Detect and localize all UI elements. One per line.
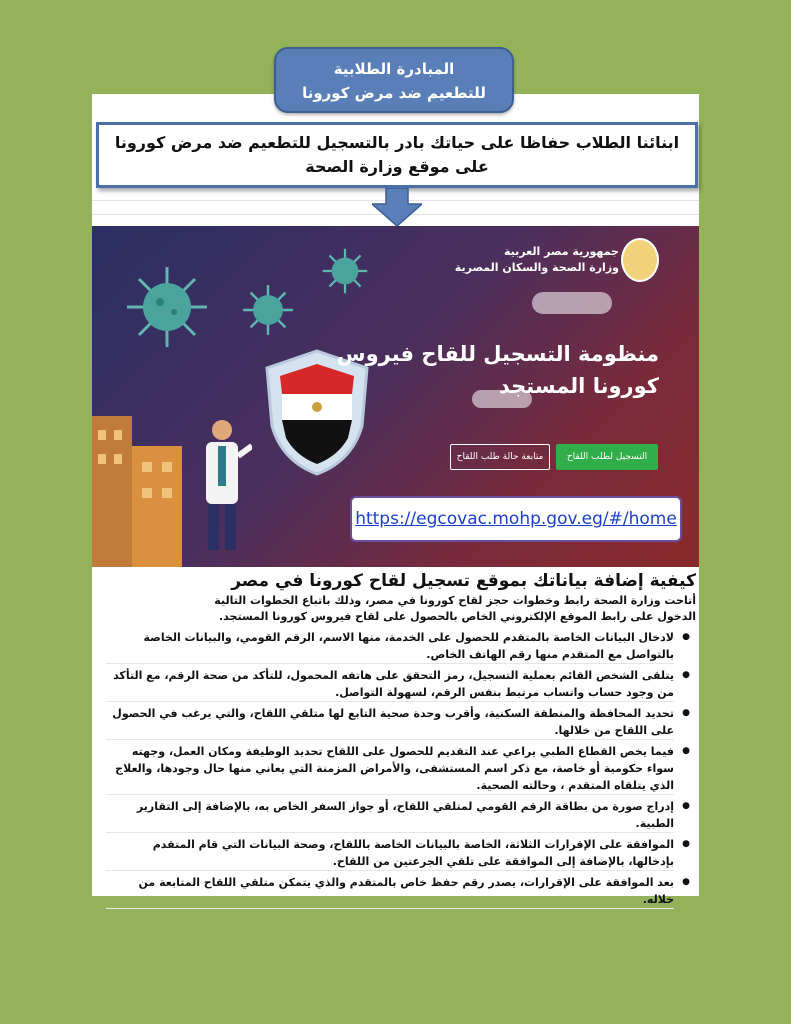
system-title-line-1: منظومة التسجيل للقاح فيروس [336, 342, 659, 366]
steps-list [96, 629, 696, 909]
list-item: ● تحديد المحافظة والمنطقة السكنية، وأقرب وحدة صحية التابع لها متلقي اللقاح، والتي يرغب في الحصول على اللقاح من خلالها. [106, 705, 674, 740]
hospital-building-illustration [92, 396, 182, 567]
badge-line-1: المبادرة الطلابية [333, 60, 455, 78]
headline-line-2: على موقع وزارة الصحة [305, 157, 489, 176]
article-intro-1: أتاحت وزارة الصحة رابط وخطوات حجز لقاح كورونا في مصر، وذلك باتباع الخطوات التالية [214, 594, 696, 607]
doctor-illustration [192, 416, 252, 556]
ministry-line-2: وزارة الصحة والسكان المصرية [454, 261, 619, 274]
ministry-logo [621, 238, 659, 282]
registration-url-box [350, 496, 682, 542]
list-item: ● يتلقى الشخص القائم بعملية التسجيل، رمز التحقق على هاتفه المحمول، للتأكد من صحة الرقم، مع التأكد من وجود حساب واتساب مرتبط بنفس الرقم، لسهولة التواصل. [106, 667, 674, 702]
list-item: ● بعد الموافقة على الإقرارات، يصدر رقم حفظ خاص بالمتقدم والذي يتمكن متلقي اللقاح المتابعة من خلاله. [106, 874, 674, 909]
article-title: كيفية إضافة بياناتك بموقع تسجيل لقاح كورونا في مصر [231, 571, 696, 591]
list-item: ● الموافقة على الإقرارات الثلاثة، الخاصة بالبيانات الخاصة باللقاح، وصحة البيانات التي قام المتقدم بإدخالها، بالإضافة إلى الموافقة على تلقي الجرعتين من اللقاح. [106, 836, 674, 871]
system-title [337, 338, 659, 402]
virus-icon [320, 246, 370, 296]
virus-icon [240, 282, 296, 338]
follow-up-request-button[interactable]: متابعة حالة طلب اللقاح [450, 444, 550, 470]
list-item: ● إدراج صورة من بطاقة الرقم القومي لمتلقي اللقاح، أو جواز السفر الخاص به، بالإضافة إلى التقارير الطبية. [106, 798, 674, 833]
down-arrow-icon [372, 188, 422, 226]
article-intro-2: الدخول على رابط الموقع الإلكتروني الخاص بالحصول على لقاح فيروس كورونا المستجد. [219, 610, 696, 623]
headline-box [96, 122, 698, 188]
list-item: ● لادخال البيانات الخاصة بالمتقدم للحصول على الخدمة، منها الاسم، الرقم القومي، والبيانات الخاصة بالتواصل مع المتقدم منها رقم الهاتف الخاص. [106, 629, 674, 664]
virus-icon [122, 262, 212, 352]
initiative-badge [274, 47, 514, 113]
headline-line-1: ابنائنا الطلاب حفاظا على حياتك بادر بالتسجيل للتطعيم ضد مرض كورونا [114, 133, 680, 152]
ministry-name [455, 244, 619, 276]
cloud-shape [532, 292, 612, 314]
list-item: ● فيما يخص القطاع الطبي يراعي عند التقديم للحصول على اللقاح تحديد الوظيفة ومكان العمل، وجهته سواء حكومية أو خاصة، مع ذكر اسم المستشفى، والأمراض المزمنة التي يعاني منها حال وجودها، والعلاج الذي يتلقاه المتقدم ، وحالته الصحية. [106, 743, 674, 795]
article [96, 569, 696, 912]
registration-link[interactable]: https://egcovac.mohp.gov.eg/#/home [355, 509, 677, 529]
badge-line-2: للتطعيم ضد مرض كورونا [302, 84, 486, 102]
register-vaccine-button[interactable]: التسجيل لطلب اللقاح [556, 444, 658, 470]
system-title-line-2: كورونا المستجد [499, 374, 659, 398]
registration-banner [92, 226, 699, 567]
ministry-line-1: جمهورية مصر العربية [504, 245, 619, 258]
